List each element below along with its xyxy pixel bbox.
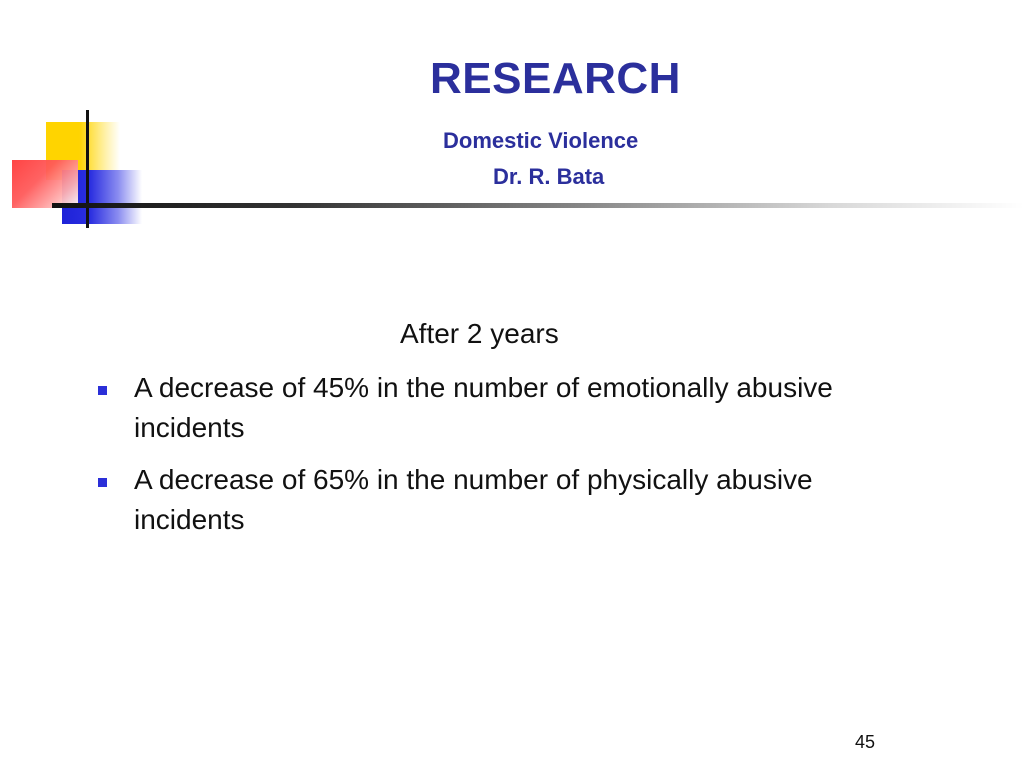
square-bullet-icon: [98, 478, 107, 487]
bullet-item: [96, 368, 896, 448]
vertical-rule: [86, 110, 89, 228]
red-square-decoration: [12, 160, 78, 208]
slide-title: RESEARCH: [430, 54, 681, 103]
horizontal-rule: [52, 203, 1024, 208]
page-number: 45: [855, 732, 876, 752]
slide-subtitle: Domestic Violence: [443, 128, 639, 153]
bullet-text: A decrease of 45% in the number of emotionally abusive incidents: [134, 372, 833, 443]
intro-text: After 2 years: [400, 318, 559, 349]
bullet-text: A decrease of 65% in the number of physically abusive incidents: [134, 464, 813, 535]
slide-author: Dr. R. Bata: [493, 164, 605, 189]
bullet-list: [96, 368, 896, 552]
bullet-item: [96, 460, 896, 540]
corner-decoration: [0, 0, 1024, 240]
square-bullet-icon: [98, 386, 107, 395]
